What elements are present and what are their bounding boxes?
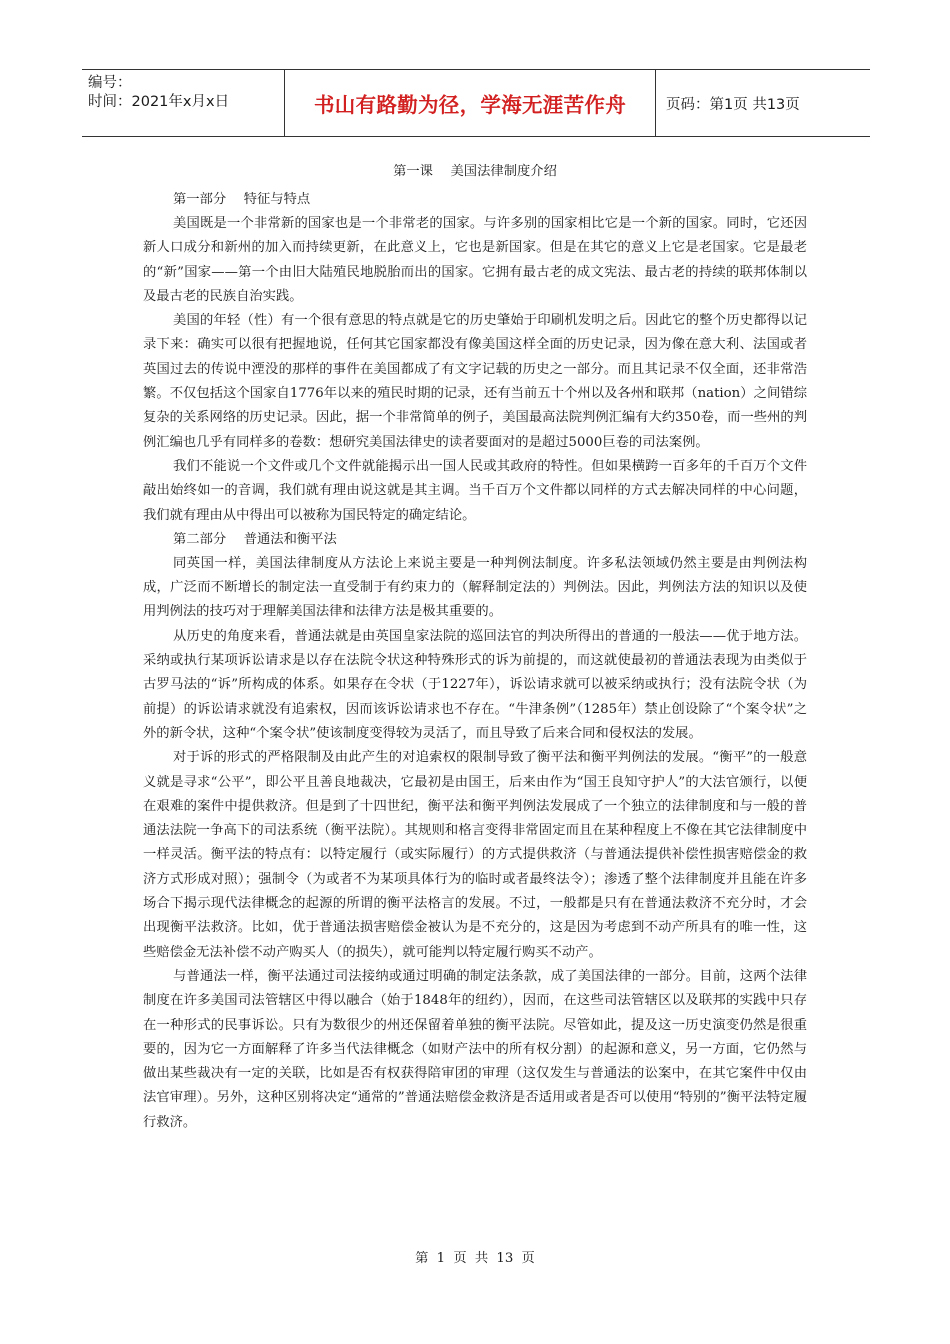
document-body — [143, 158, 807, 1135]
section-heading: 第一部分 特征与特点 — [173, 192, 311, 207]
page-info: 页码：第1页 共13页 — [666, 96, 800, 113]
page-footer: 第 1 页 共 13 页 — [415, 1251, 535, 1266]
page-header — [82, 69, 870, 137]
paragraph: 与普通法一样，衡平法通过司法接纳或通过明确的制定法条款，成了美国法律的一部分。目前，这两个法律制度在许多美国司法管辖区中得以融合（始于1848年的纽约），因而，在这些司法管辖区以及联邦的实践中只存在一种形式的民事诉讼。只有为数很少的州还保留着单独的衡平法院。尽管如此，提及这一历史演变仍然是很重要的，因为它一方面解释了许多当代法律概念（如财产法中的所有权分割）的起源和意义，另一方面，它仍然与做出某些裁决有一定的关联，比如是否有权获得陪审团的审理（这仅发生与普通法的讼案中，在其它案件中仅由法官审理）。另外，这种区别将决定“通常的”普通法赔偿金救济是否适用或者是否可以使用“特别的”衡平法特定履行救济。 — [143, 968, 807, 1130]
paragraph: 从历史的角度来看，普通法就是由英国皇家法院的巡回法官的判决所得出的普通的一般法——优于地方法。采纳或执行某项诉讼请求是以存在法院令状这种特殊形式的诉为前提的，而这就使最初的普通法表现为由类似于古罗马法的“诉”所构成的体系。如果存在令状（于1227年），诉讼请求就可以被采纳或执行；没有法院令状（为前提）的诉讼请求就没有追索权，因而该诉讼请求也不存在。“牛津条例”（1285年）禁止创设除了“个案令状”之外的新令状，这种“个案令状”使该制度变得较为灵活了，而且导致了后来合同和侵权法的发展。 — [143, 628, 807, 741]
paragraph: 美国的年轻（性）有一个很有意思的特点就是它的历史肇始于印刷机发明之后。因此它的整个历史都得以记录下来：确实可以很有把握地说，任何其它国家都没有像美国这样全面的历史记录，因为像在意大利、法国或者英国过去的传说中湮没的那样的事件在美国都成了有文字记载的历史之一部分。而且其记录不仅全面，还非常浩繁。不仅包括这个国家自1776年以来的殖民时期的记录，还有当前五十个州以及各州和联邦（nation）之间错综复杂的关系网络的历史记录。因此，据一个非常简单的例子，美国最高法院判例汇编有大约350卷，而一些州的判例汇编也几乎有同样多的卷数：想研究美国法律史的读者要面对的是超过5000巨卷的司法案例。 — [143, 313, 807, 450]
motto-text: 书山有路勤为径，学海无涯苦作舟 — [314, 93, 626, 117]
header-motto-cell — [284, 70, 656, 136]
paragraph: 对于诉的形式的严格限制及由此产生的对追索权的限制导致了衡平法和衡平判例法的发展。“衡平”的一般意义就是寻求“公平”，即公平且善良地裁决，它最初是由国王，后来由作为“国王良知守护人”的大法官颁行，以便在艰难的案件中提供救济。但是到了十四世纪，衡平法和衡平判例法发展成了一个独立的法律制度和与一般的普通法法院一争高下的司法系统（衡平法院）。其规则和格言变得非常固定而且在某种程度上不像在其它法律制度中一样灵活。衡平法的特点有：以特定履行（或实际履行）的方式提供救济（与普通法提供补偿性损害赔偿金的救济方式形成对照）；强制令（为或者不为某项具体行为的临时或者最终法令）；渗透了整个法律制度并且能在许多场合下揭示现代法律概念的起源的所谓的衡平法格言的发展。不过，一般都是只有在普通法救济不充分时，才会出现衡平法救济。比如，优于普通法损害赔偿金被认为是不充分的，这是因为考虑到不动产所具有的唯一性，这些赔偿金无法补偿不动产购买人（的损失），就可能判以特定履行购买不动产。 — [143, 750, 807, 960]
time-label: 时间：2021年x月x日 — [88, 94, 230, 110]
paragraph: 同英国一样，美国法律制度从方法论上来说主要是一种判例法制度。许多私法领域仍然主要是由判例法构成，广泛而不断增长的制定法一直受制于有约束力的（解释制定法的）判例法。因此，判例法方法的知识以及使用判例法的技巧对于理解美国法律和法律方法是极其重要的。 — [143, 555, 807, 620]
header-meta — [82, 70, 284, 136]
paragraph: 我们不能说一个文件或几个文件就能揭示出一国人民或其政府的特性。但如果横跨一百多年的千百万个文件敲出始终如一的音调，我们就有理由说这就是其主调。当千百万个文件都以同样的方式去解决同样的中心问题，我们就有理由从中得出可以被称为国民特定的确定结论。 — [143, 458, 807, 523]
header-page-info-cell — [656, 70, 870, 136]
serial-label: 编号： — [88, 75, 132, 91]
section-heading: 第二部分 普通法和衡平法 — [173, 531, 337, 547]
lesson-title: 第一课 美国法律制度介绍 — [393, 164, 557, 179]
paragraph: 美国既是一个非常新的国家也是一个非常老的国家。与许多别的国家相比它是一个新的国家。同时，它还因新人口成分和新州的加入而持续更新，在此意义上，它也是新国家。但是在其它的意义上它是老国家。它是最老的“新”国家——第一个由旧大陆殖民地脱胎而出的国家。它拥有最古老的成文宪法、最古老的持续的联邦体制以及最古老的民族自治实践。 — [143, 216, 807, 304]
